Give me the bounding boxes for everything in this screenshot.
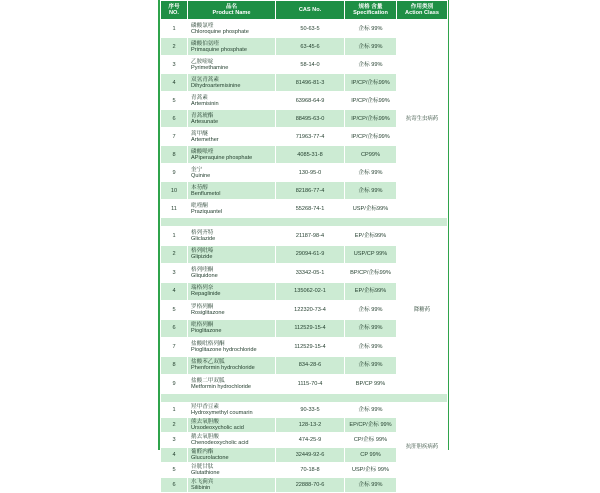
product-name-cell (188, 447, 276, 462)
product-name-en: Gliquidone (191, 272, 218, 279)
product-name-cn: 吡格列酮 (191, 322, 214, 329)
specification-cell: IP/CP/企标99% (345, 110, 397, 128)
row-number-cell: 2 (161, 417, 188, 432)
specification-cell: BP/CP 99% (345, 375, 397, 394)
cas-number-cell: 63-45-6 (276, 38, 345, 56)
product-name-en: Praziquantel (191, 208, 223, 215)
product-name-en: Rosiglitazone (191, 309, 225, 316)
product-name-cell (188, 164, 276, 182)
product-name-cn: 本芴醇 (191, 184, 208, 191)
specification-cell: 企标 99% (345, 182, 397, 200)
specification-cell: 企标 99% (345, 402, 397, 417)
cas-number-cell: 122320-73-4 (276, 301, 345, 320)
row-number-cell: 6 (161, 319, 188, 338)
product-name-cell (188, 227, 276, 246)
group-separator (161, 218, 448, 227)
product-name-en: Glipizide (191, 254, 213, 261)
specification-cell: 企标 99% (345, 56, 397, 74)
product-name-cn: 熊去氧胆酸 (191, 418, 219, 425)
product-name-cn: 蒿甲醚 (191, 130, 208, 137)
product-name-cn: 青蒿琥酯 (191, 112, 214, 119)
product-name-en: Chenodeoxycholic acid (191, 439, 249, 446)
cas-number-cell: 50-63-5 (276, 20, 345, 38)
product-name-en: Silibinin (191, 484, 211, 491)
product-name-cell (188, 264, 276, 283)
product-name-en: Pioglitazone hydrochloride (191, 346, 257, 353)
product-name-cn: 罗格列酮 (191, 303, 214, 310)
product-name-en: Quinine (191, 172, 211, 179)
product-name-cell (188, 477, 276, 492)
specification-cell: 企标 99% (345, 338, 397, 357)
specification-cell: EP/企标99% (345, 282, 397, 301)
table-row (161, 227, 448, 246)
product-name-en: Artesunate (191, 118, 219, 125)
product-name-cn: 磷酸哌喹 (191, 148, 214, 155)
specification-cell: BP/CP/企标99% (345, 264, 397, 283)
row-number-cell: 8 (161, 356, 188, 375)
product-name-cell (188, 128, 276, 146)
cas-number-cell: 474-25-9 (276, 432, 345, 447)
row-number-cell: 8 (161, 146, 188, 164)
row-number-cell: 1 (161, 227, 188, 246)
product-name-cn: 葡醛内酯 (191, 448, 214, 455)
product-name-cell (188, 356, 276, 375)
product-name-cell (188, 282, 276, 301)
product-name-cn: 吡喹酮 (191, 202, 208, 209)
row-number-cell: 11 (161, 200, 188, 218)
product-name-cn: 水飞蓟宾 (191, 478, 214, 485)
product-name-en: Benflumetol (191, 190, 221, 197)
product-name-en: Artemisinin (191, 100, 219, 107)
product-name-cn: 磷酸伯氨喹 (191, 40, 219, 47)
table-header-row (161, 1, 448, 20)
specification-cell: EP/CP/企标 99% (345, 417, 397, 432)
row-number-cell: 9 (161, 375, 188, 394)
group-separator-cell (161, 218, 448, 227)
cas-number-cell: 63968-64-9 (276, 92, 345, 110)
cas-number-cell: 90-33-5 (276, 402, 345, 417)
specification-cell: 企标 99% (345, 301, 397, 320)
product-name-cn: 格列齐特 (191, 229, 214, 236)
row-number-cell: 7 (161, 338, 188, 357)
cas-number-cell: 82186-77-4 (276, 182, 345, 200)
product-name-en: Pyrimethamine (191, 64, 229, 71)
specification-cell: EP/企标99% (345, 227, 397, 246)
row-number-cell: 3 (161, 432, 188, 447)
row-number-cell: 5 (161, 92, 188, 110)
product-name-cell (188, 92, 276, 110)
product-name-en: Gliclazide (191, 235, 216, 242)
header-product-name: 品名 Product Name (188, 1, 276, 20)
row-number-cell: 9 (161, 164, 188, 182)
product-table (160, 0, 448, 493)
cas-number-cell: 128-13-2 (276, 417, 345, 432)
row-number-cell: 4 (161, 282, 188, 301)
cas-number-cell: 112529-15-4 (276, 319, 345, 338)
cas-number-cell: 29094-61-9 (276, 245, 345, 264)
specification-cell: IP/CP/企标99% (345, 92, 397, 110)
header-specification: 规格 含量 Specification (345, 1, 397, 20)
specification-cell: USP/CP 99% (345, 245, 397, 264)
product-name-en: Primaquine phosphate (191, 46, 247, 53)
product-name-cell (188, 432, 276, 447)
product-name-cell (188, 200, 276, 218)
cas-number-cell: 32449-92-6 (276, 447, 345, 462)
group-separator-cell (161, 393, 448, 402)
cas-number-cell: 135062-02-1 (276, 282, 345, 301)
header-action-class: 作用类别 Action Class (397, 1, 448, 20)
product-name-cn: 青蒿素 (191, 94, 208, 101)
product-name-en: Chloroquine phosphate (191, 28, 249, 35)
product-name-en: Glutathione (191, 469, 220, 476)
cas-number-cell: 22888-70-6 (276, 477, 345, 492)
specification-cell: 企标 99% (345, 356, 397, 375)
cas-number-cell: 834-28-6 (276, 356, 345, 375)
cas-number-cell: 112529-15-4 (276, 338, 345, 357)
cas-number-cell: 1115-70-4 (276, 375, 345, 394)
row-number-cell: 3 (161, 264, 188, 283)
specification-cell: 企标 99% (345, 164, 397, 182)
specification-cell: 企标 99% (345, 38, 397, 56)
specification-cell: CP 99% (345, 447, 397, 462)
row-number-cell: 1 (161, 402, 188, 417)
product-name-cell (188, 402, 276, 417)
row-number-cell: 5 (161, 462, 188, 477)
product-name-en: Hydroxymethyl coumarin (191, 409, 253, 416)
product-name-cell (188, 74, 276, 92)
product-name-cell (188, 375, 276, 394)
product-name-en: Artemether (191, 136, 219, 143)
row-number-cell: 6 (161, 110, 188, 128)
header-cas: CAS No. (276, 1, 345, 20)
product-name-cell (188, 146, 276, 164)
group-separator (161, 393, 448, 402)
specification-cell: 企标 99% (345, 477, 397, 492)
product-name-cell (188, 182, 276, 200)
row-number-cell: 6 (161, 477, 188, 492)
table-row (161, 20, 448, 38)
product-name-en: APiperaquine phosphate (191, 154, 253, 161)
row-number-cell: 2 (161, 38, 188, 56)
product-name-cn: 乙胺嘧啶 (191, 58, 214, 65)
product-name-cn: 瑞格列奈 (191, 285, 214, 292)
row-number-cell: 4 (161, 74, 188, 92)
row-number-cell: 3 (161, 56, 188, 74)
cas-number-cell: 88495-63-0 (276, 110, 345, 128)
cas-number-cell: 70-18-8 (276, 462, 345, 477)
product-name-en: Metformin hydrochloride (191, 383, 252, 390)
row-number-cell: 5 (161, 301, 188, 320)
product-name-cn: 盐酸二甲双胍 (191, 377, 225, 384)
row-number-cell: 2 (161, 245, 188, 264)
product-name-cell (188, 38, 276, 56)
cas-number-cell: 21187-98-4 (276, 227, 345, 246)
cas-number-cell: 58-14-0 (276, 56, 345, 74)
product-name-cell (188, 245, 276, 264)
table-body (161, 20, 448, 493)
product-name-cn: 磷酸氯喹 (191, 22, 214, 29)
product-name-en: Dihydroartemisinine (191, 82, 241, 89)
product-name-cell (188, 20, 276, 38)
action-class-cell: 降糖药 (397, 227, 448, 394)
action-class-cell: 抗寄生虫病药 (397, 20, 448, 218)
product-name-cn: 格列喹酮 (191, 266, 214, 273)
product-name-en: Glucurolactone (191, 454, 229, 461)
table-row (161, 402, 448, 417)
cas-number-cell: 130-95-0 (276, 164, 345, 182)
product-name-cell (188, 110, 276, 128)
specification-cell: 企标 99% (345, 20, 397, 38)
product-name-cell (188, 319, 276, 338)
row-number-cell: 1 (161, 20, 188, 38)
product-name-cell (188, 417, 276, 432)
product-name-cn: 格列吡嗪 (191, 248, 214, 255)
product-table-sheet (158, 0, 449, 491)
product-name-cn: 奎宁 (191, 166, 203, 173)
product-name-cell (188, 338, 276, 357)
product-name-en: Pioglitazone (191, 328, 222, 335)
product-name-en: Phenformin hydrochloride (191, 365, 255, 372)
header-no: 序号 NO. (161, 1, 188, 20)
product-name-cell (188, 462, 276, 477)
cas-number-cell: 33342-05-1 (276, 264, 345, 283)
product-name-cell (188, 301, 276, 320)
product-name-en: Ursodeoxycholic acid (191, 424, 244, 431)
row-number-cell: 4 (161, 447, 188, 462)
product-name-en: Repaglinide (191, 291, 221, 298)
specification-cell: 企标 99% (345, 319, 397, 338)
action-class-cell: 抗肝胆疾病药 (397, 402, 448, 492)
product-name-cn: 羟甲香豆素 (191, 403, 219, 410)
product-name-cn: 双氢青蒿素 (191, 76, 219, 83)
cas-number-cell: 81496-81-3 (276, 74, 345, 92)
specification-cell: CP/企标 99% (345, 432, 397, 447)
cas-number-cell: 55268-74-1 (276, 200, 345, 218)
specification-cell: USP/企标 99% (345, 462, 397, 477)
product-name-cn: 鹅去氧胆酸 (191, 433, 219, 440)
cas-number-cell: 71963-77-4 (276, 128, 345, 146)
specification-cell: USP/企标99% (345, 200, 397, 218)
product-name-cn: 谷胱甘肽 (191, 463, 214, 470)
specification-cell: IP/CP/企标99% (345, 74, 397, 92)
specification-cell: IP/CP/企标99% (345, 128, 397, 146)
specification-cell: CP99% (345, 146, 397, 164)
row-number-cell: 10 (161, 182, 188, 200)
product-name-cn: 盐酸吡格列酮 (191, 340, 225, 347)
row-number-cell: 7 (161, 128, 188, 146)
product-name-cell (188, 56, 276, 74)
product-name-cn: 盐酸苯乙双胍 (191, 359, 225, 366)
cas-number-cell: 4085-31-8 (276, 146, 345, 164)
